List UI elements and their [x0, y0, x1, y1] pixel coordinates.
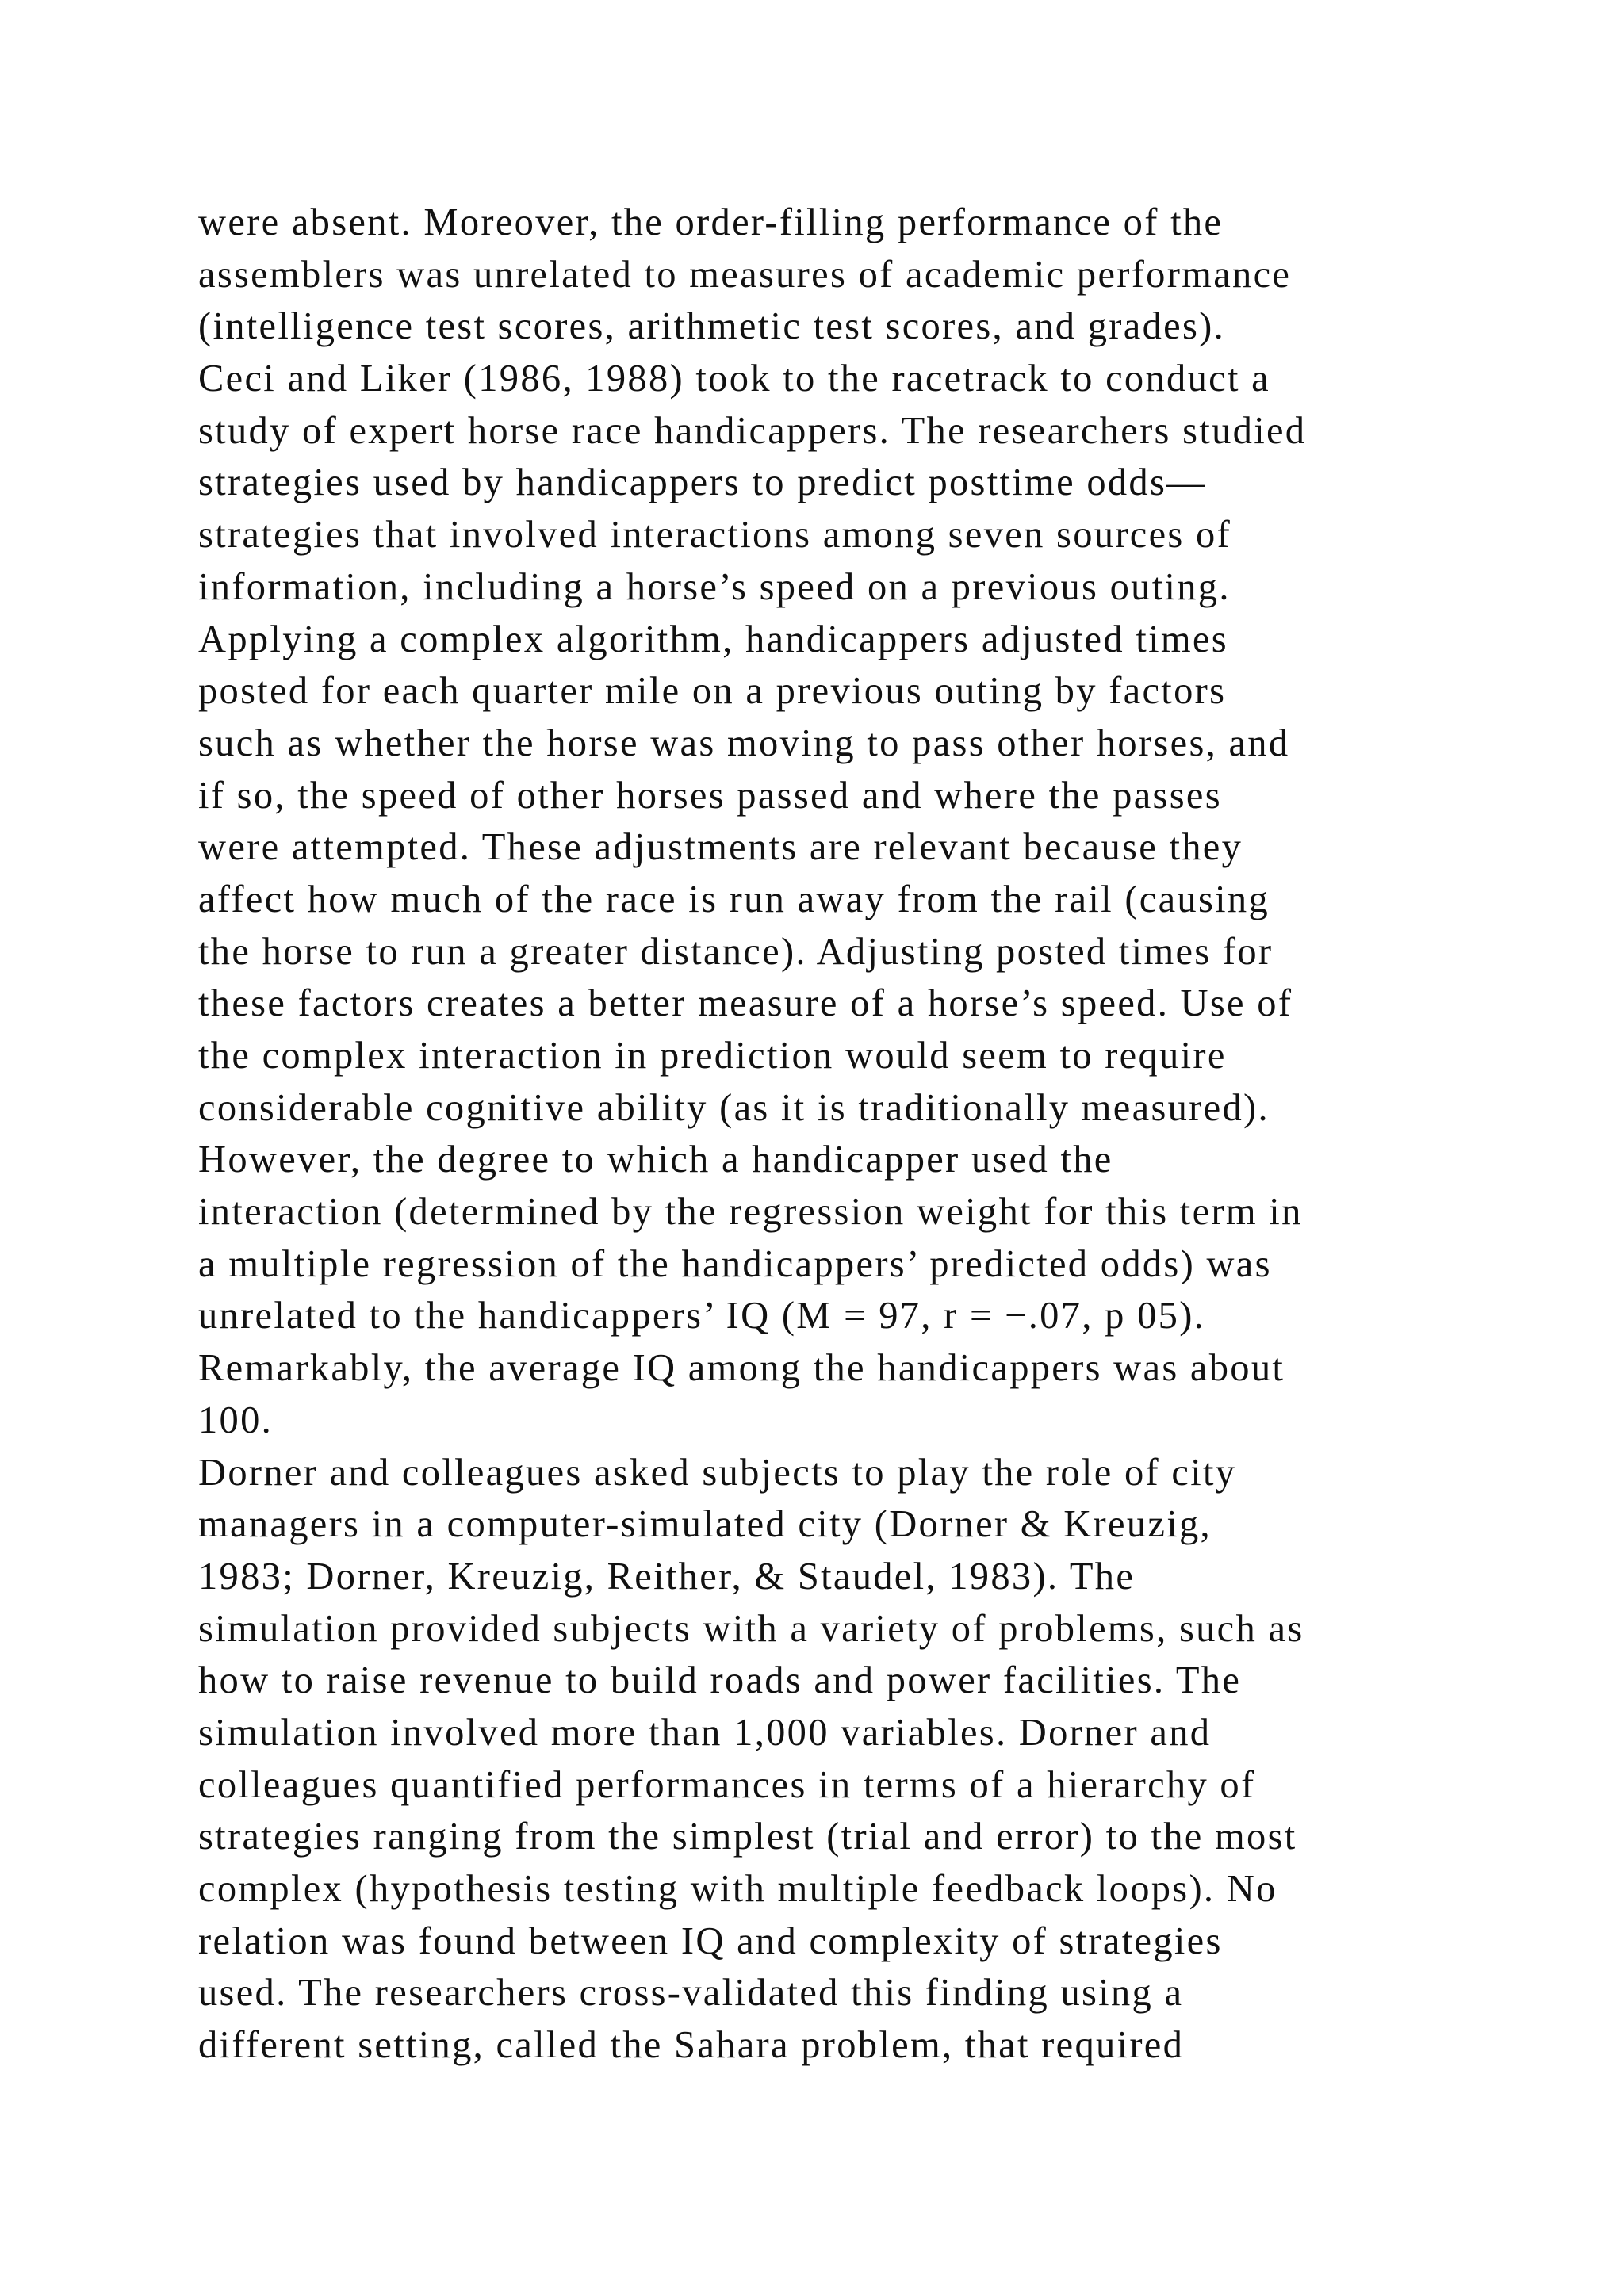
text-line: were absent. Moreover, the order-filling performance of the [198, 201, 1224, 243]
text-line: colleagues quantified performances in terms of a hierarchy of [198, 1763, 1256, 1806]
text-line: complex (hypothesis testing with multiple feedback loops). No [198, 1868, 1277, 1910]
text-line: such as whether the horse was moving to pass other horses, and [198, 721, 1290, 764]
text-line: assemblers was unrelated to measures of academic performance [198, 253, 1292, 296]
text-line: considerable cognitive ability (as it is traditionally measured). [198, 1086, 1270, 1129]
text-line: unrelated to the handicappers’ IQ (M = 97, r = −.07, p 05). [198, 1295, 1206, 1337]
text-line: managers in a computer-simulated city (Dorner & Kreuzig, [198, 1503, 1212, 1546]
text-line: interaction (determined by the regression weight for this term in [198, 1191, 1303, 1234]
text-line: 100. [198, 1399, 274, 1441]
body-text [198, 197, 1507, 2072]
text-line: simulation provided subjects with a variety of problems, such as [198, 1607, 1304, 1650]
text-line: if so, the speed of other horses passed and where the passes [198, 774, 1222, 817]
text-line: different setting, called the Sahara problem, that required [198, 2024, 1185, 2067]
text-line: the horse to run a greater distance). Adjusting posted times for [198, 930, 1274, 973]
text-line: used. The researchers cross-validated this finding using a [198, 1972, 1184, 2015]
text-line: a multiple regression of the handicappers’ predicted odds) was [198, 1242, 1272, 1285]
text-line: the complex interaction in prediction would seem to require [198, 1035, 1227, 1077]
text-line: affect how much of the race is run away from the rail (causing [198, 878, 1270, 920]
text-line: Dorner and colleagues asked subjects to play the role of city [198, 1451, 1237, 1494]
text-line: Ceci and Liker (1986, 1988) took to the racetrack to conduct a [198, 358, 1270, 400]
text-line: how to raise revenue to build roads and power facilities. The [198, 1659, 1242, 1702]
text-line: study of expert horse race handicappers. The researchers studied [198, 409, 1307, 452]
text-line: Applying a complex algorithm, handicappers adjusted times [198, 618, 1228, 660]
text-line: 1983; Dorner, Kreuzig, Reither, & Staudel, 1983). The [198, 1555, 1136, 1598]
text-line: relation was found between IQ and complexity of strategies [198, 1919, 1223, 1962]
text-line: strategies ranging from the simplest (trial and error) to the most [198, 1816, 1297, 1858]
text-line: these factors creates a better measure of a horse’s speed. Use of [198, 982, 1293, 1025]
text-line: Remarkably, the average IQ among the handicappers was about [198, 1347, 1285, 1390]
text-line: were attempted. These adjustments are relevant because they [198, 826, 1243, 869]
text-line: However, the degree to which a handicapper used the [198, 1138, 1113, 1181]
text-line: information, including a horse’s speed on a previous outing. [198, 565, 1231, 608]
text-line: strategies that involved interactions among seven sources of [198, 514, 1232, 557]
text-line: strategies used by handicappers to predict posttime odds— [198, 461, 1207, 504]
text-line: posted for each quarter mile on a previous outing by factors [198, 670, 1227, 713]
text-line: (intelligence test scores, arithmetic test scores, and grades). [198, 305, 1225, 348]
text-line: simulation involved more than 1,000 variables. Dorner and [198, 1711, 1212, 1754]
